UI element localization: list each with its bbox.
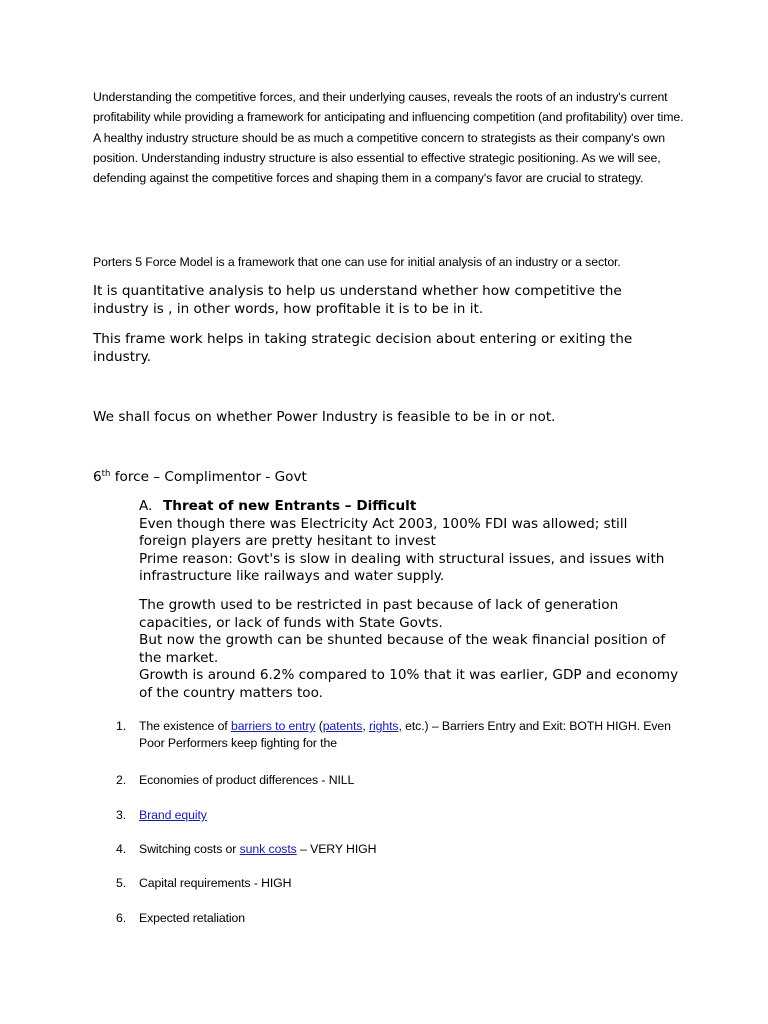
patents-link[interactable]: patents <box>322 719 363 733</box>
list-number: 4. <box>116 842 127 856</box>
threat-section <box>139 498 679 586</box>
list-item: 5. Capital requirements - HIGH <box>139 873 684 893</box>
framework-paragraph: This frame work helps in taking strategic decision about entering or exiting the industry. <box>93 331 633 365</box>
focus-paragraph: We shall focus on whether Power Industry is feasible to be in or not. <box>93 409 556 425</box>
list-item: 1. The existence of barriers to entry (patents, rights, etc.) – Barriers Entry and Exit: BOTH HIGH. Even Poor Performers keep fighting for the <box>116 719 671 750</box>
growth-paragraph-2: But now the growth can be shunted because of the weak financial position of the market. <box>139 632 666 666</box>
list-item: 6. Expected retaliation <box>139 908 684 928</box>
barriers-to-entry-link[interactable]: barriers to entry <box>230 719 316 733</box>
list-item: 2. Economies of product differences - NILL <box>139 770 684 790</box>
list-number: 6. <box>116 911 127 925</box>
list-item: 4. Switching costs or sunk costs – VERY HIGH <box>139 839 684 859</box>
sixth-force-text: force – Complimentor - Govt <box>110 469 307 485</box>
sunk-costs-link[interactable]: sunk costs <box>239 842 297 856</box>
threat-heading <box>139 498 679 516</box>
list-number: 2. <box>116 773 127 787</box>
sixth-force-number: 6 <box>93 469 102 485</box>
list-number: 5. <box>116 876 127 890</box>
sixth-force-line <box>93 469 693 487</box>
list-number: 3. <box>116 808 127 822</box>
growth-section <box>139 597 687 702</box>
intro-paragraph: Understanding the competitive forces, and their underlying causes, reveals the roots of an industry's current profitability while providing a framework for anticipating and influencing competition (and profitability) over time. A healthy industry structure should be as much a competitive concern to strategists as their company's own position. Understanding industry structure is also essential to effective strategic positioning. As we will see, defending against the competitive forces and shaping them in a company's favor are crucial to strategy. <box>93 90 684 186</box>
growth-paragraph-1: The growth used to be restricted in past because of lack of generation capacities, or lack of funds with State Govts. <box>139 597 619 631</box>
sixth-force-superscript: th <box>101 469 111 479</box>
brand-equity-link[interactable]: Brand equity <box>139 808 207 822</box>
threat-heading-text: Threat of new Entrants – Difficult <box>163 498 417 514</box>
threat-letter: A. <box>139 498 153 514</box>
rights-link[interactable]: rights <box>368 719 399 733</box>
quantitative-paragraph: It is quantitative analysis to help us understand whether how competitive the industry is , in other words, how profitable it is to be in it. <box>93 283 622 317</box>
growth-paragraph-3: Growth is around 6.2% compared to 10% that it was earlier, GDP and economy of the country matters too. <box>139 667 679 701</box>
list-item <box>116 805 684 825</box>
porters-model-line: Porters 5 Force Model is a framework that one can use for initial analysis of an industry or a sector. <box>93 255 621 269</box>
list-number: 1. <box>116 719 127 733</box>
threat-line-1: Even though there was Electricity Act 2003, 100% FDI was allowed; still foreign players are pretty hesitant to invest <box>139 515 628 549</box>
threat-line-2: Prime reason: Govt's is slow in dealing with structural issues, and issues with infrastructure like railways and water supply. <box>139 550 665 584</box>
